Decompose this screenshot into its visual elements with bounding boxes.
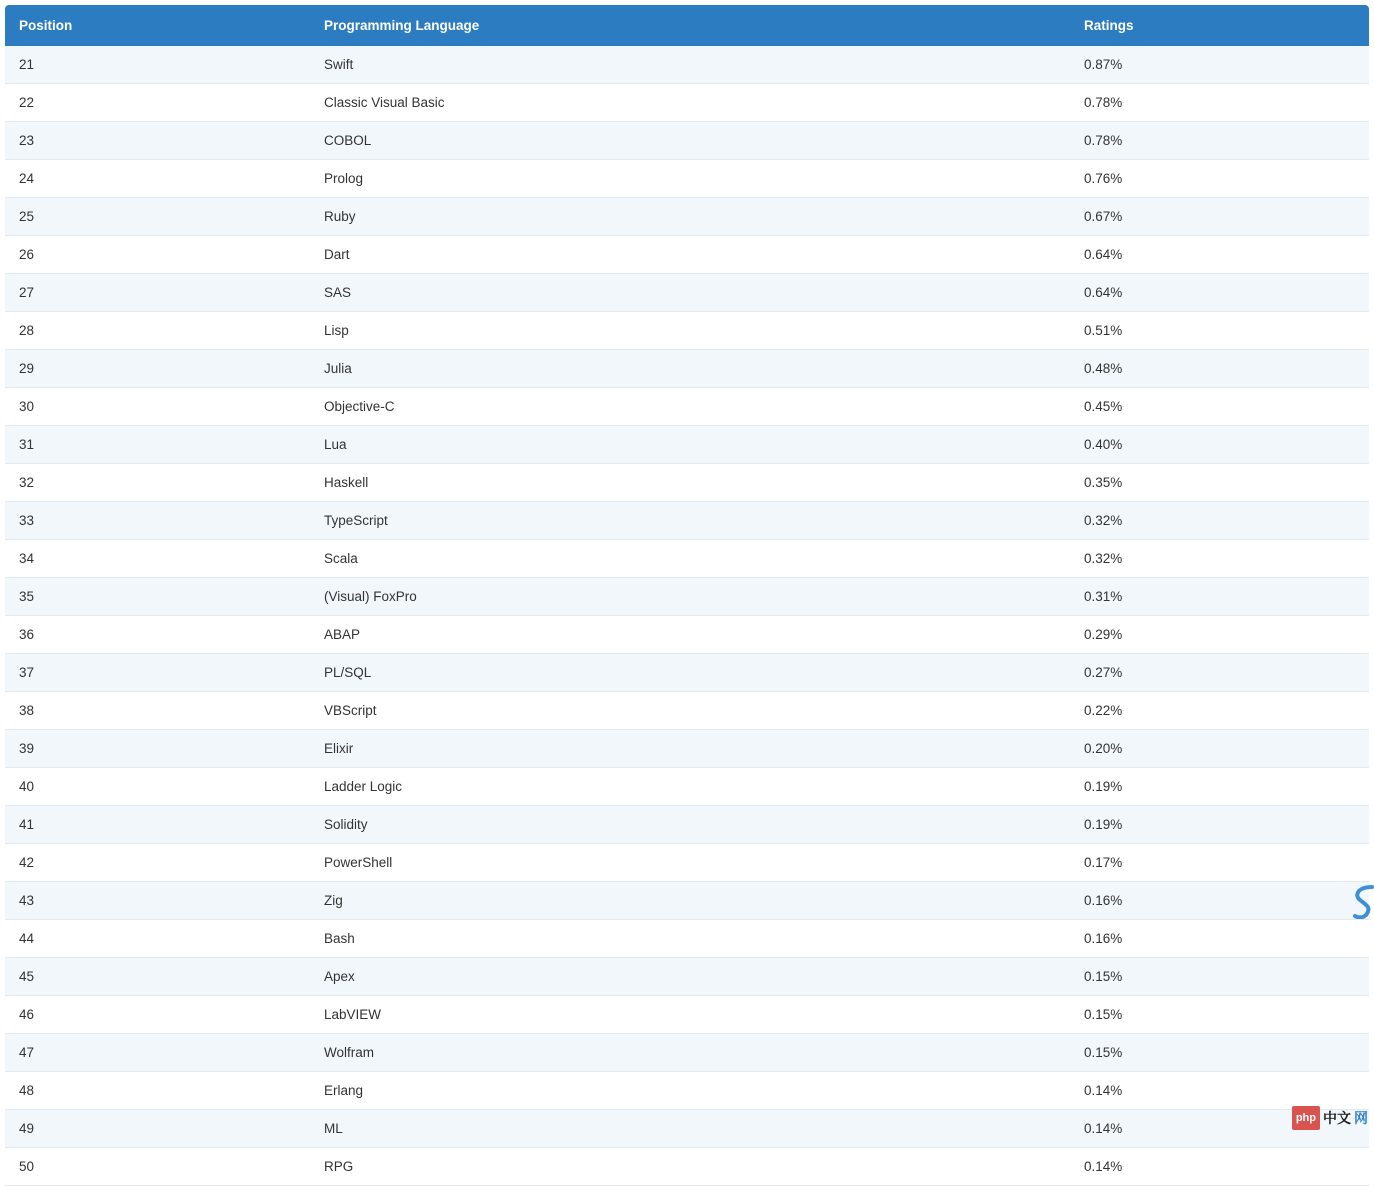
cell-rating: 0.15%	[1070, 958, 1369, 996]
cell-position: 28	[5, 312, 310, 350]
cell-language: Wolfram	[310, 1034, 1070, 1072]
table-row	[5, 122, 1369, 160]
cell-position: 48	[5, 1072, 310, 1110]
cell-rating: 0.14%	[1070, 1072, 1369, 1110]
table-row	[5, 996, 1369, 1034]
column-header-position[interactable]: Position	[5, 5, 310, 46]
cell-language: Ruby	[310, 198, 1070, 236]
watermark	[1292, 1108, 1368, 1128]
cell-language: ABAP	[310, 616, 1070, 654]
cell-rating: 0.76%	[1070, 160, 1369, 198]
watermark-php-badge: php	[1292, 1106, 1320, 1130]
cell-language: Lisp	[310, 312, 1070, 350]
cell-language: Prolog	[310, 160, 1070, 198]
table-row	[5, 388, 1369, 426]
cell-rating: 0.16%	[1070, 920, 1369, 958]
cell-position: 33	[5, 502, 310, 540]
cell-position: 39	[5, 730, 310, 768]
cell-position: 30	[5, 388, 310, 426]
cell-language: Swift	[310, 46, 1070, 84]
cell-rating: 0.16%	[1070, 882, 1369, 920]
cell-language: Erlang	[310, 1072, 1070, 1110]
cell-language: Objective-C	[310, 388, 1070, 426]
table-row	[5, 844, 1369, 882]
cell-position: 23	[5, 122, 310, 160]
cell-position: 37	[5, 654, 310, 692]
cell-position: 41	[5, 806, 310, 844]
cell-position: 45	[5, 958, 310, 996]
cell-rating: 0.67%	[1070, 198, 1369, 236]
cell-language: Zig	[310, 882, 1070, 920]
table-row	[5, 1034, 1369, 1072]
programming-language-ranking-table	[5, 5, 1369, 1186]
cell-rating: 0.14%	[1070, 1148, 1369, 1186]
cell-position: 40	[5, 768, 310, 806]
cell-rating: 0.27%	[1070, 654, 1369, 692]
cell-rating: 0.45%	[1070, 388, 1369, 426]
cell-rating: 0.20%	[1070, 730, 1369, 768]
cell-rating: 0.14%	[1070, 1110, 1369, 1148]
cell-rating: 0.78%	[1070, 122, 1369, 160]
watermark-text-cn-suffix: 网	[1354, 1110, 1368, 1126]
table-row	[5, 958, 1369, 996]
cell-rating: 0.19%	[1070, 806, 1369, 844]
table-row	[5, 160, 1369, 198]
cell-rating: 0.64%	[1070, 274, 1369, 312]
cell-language: PL/SQL	[310, 654, 1070, 692]
table-row	[5, 1072, 1369, 1110]
cell-rating: 0.31%	[1070, 578, 1369, 616]
watermark-text-cn: 中文	[1323, 1110, 1351, 1126]
table-row	[5, 46, 1369, 84]
cell-position: 22	[5, 84, 310, 122]
cell-language: ML	[310, 1110, 1070, 1148]
table-row	[5, 426, 1369, 464]
table-row	[5, 768, 1369, 806]
cell-language: PowerShell	[310, 844, 1070, 882]
cell-position: 29	[5, 350, 310, 388]
cell-rating: 0.40%	[1070, 426, 1369, 464]
cell-language: Dart	[310, 236, 1070, 274]
cell-rating: 0.51%	[1070, 312, 1369, 350]
cell-rating: 0.48%	[1070, 350, 1369, 388]
table-row	[5, 692, 1369, 730]
cell-language: TypeScript	[310, 502, 1070, 540]
cell-position: 34	[5, 540, 310, 578]
cell-position: 50	[5, 1148, 310, 1186]
cell-language: Ladder Logic	[310, 768, 1070, 806]
table-row	[5, 84, 1369, 122]
table-row	[5, 274, 1369, 312]
cell-position: 47	[5, 1034, 310, 1072]
cell-rating: 0.17%	[1070, 844, 1369, 882]
cell-language: Lua	[310, 426, 1070, 464]
table-row	[5, 312, 1369, 350]
cell-language: LabVIEW	[310, 996, 1070, 1034]
cell-position: 24	[5, 160, 310, 198]
column-header-language[interactable]: Programming Language	[310, 5, 1070, 46]
cell-language: SAS	[310, 274, 1070, 312]
table-header-row	[5, 5, 1369, 46]
column-header-ratings[interactable]: Ratings	[1070, 5, 1369, 46]
cell-position: 27	[5, 274, 310, 312]
cell-rating: 0.15%	[1070, 1034, 1369, 1072]
cell-language: Classic Visual Basic	[310, 84, 1070, 122]
cell-rating: 0.32%	[1070, 502, 1369, 540]
cell-language: Solidity	[310, 806, 1070, 844]
cell-language: Julia	[310, 350, 1070, 388]
table-row	[5, 806, 1369, 844]
table-row	[5, 350, 1369, 388]
table-row	[5, 654, 1369, 692]
cell-position: 21	[5, 46, 310, 84]
cell-position: 46	[5, 996, 310, 1034]
table-row	[5, 464, 1369, 502]
cell-language: RPG	[310, 1148, 1070, 1186]
cell-position: 36	[5, 616, 310, 654]
table-row	[5, 616, 1369, 654]
cell-rating: 0.64%	[1070, 236, 1369, 274]
cell-language: Elixir	[310, 730, 1070, 768]
table-row	[5, 540, 1369, 578]
cell-position: 31	[5, 426, 310, 464]
table-row	[5, 730, 1369, 768]
cell-position: 44	[5, 920, 310, 958]
table-row	[5, 1148, 1369, 1186]
table-header	[5, 5, 1369, 46]
cell-position: 42	[5, 844, 310, 882]
table-row	[5, 502, 1369, 540]
cell-rating: 0.15%	[1070, 996, 1369, 1034]
table-row	[5, 882, 1369, 920]
table-row	[5, 920, 1369, 958]
cell-rating: 0.87%	[1070, 46, 1369, 84]
table-row	[5, 198, 1369, 236]
cell-position: 35	[5, 578, 310, 616]
cell-rating: 0.22%	[1070, 692, 1369, 730]
cell-position: 43	[5, 882, 310, 920]
cell-language: Apex	[310, 958, 1070, 996]
cell-position: 25	[5, 198, 310, 236]
table-row	[5, 578, 1369, 616]
cell-rating: 0.35%	[1070, 464, 1369, 502]
cell-language: Haskell	[310, 464, 1070, 502]
cell-language: Scala	[310, 540, 1070, 578]
table-row	[5, 236, 1369, 274]
cell-rating: 0.78%	[1070, 84, 1369, 122]
cell-language: Bash	[310, 920, 1070, 958]
cell-language: (Visual) FoxPro	[310, 578, 1070, 616]
cell-position: 49	[5, 1110, 310, 1148]
cell-rating: 0.19%	[1070, 768, 1369, 806]
cell-position: 32	[5, 464, 310, 502]
table-body	[5, 46, 1369, 1186]
cell-position: 38	[5, 692, 310, 730]
cell-rating: 0.32%	[1070, 540, 1369, 578]
cell-language: COBOL	[310, 122, 1070, 160]
page-root	[0, 5, 1374, 1174]
cell-rating: 0.29%	[1070, 616, 1369, 654]
cell-language: VBScript	[310, 692, 1070, 730]
cell-position: 26	[5, 236, 310, 274]
